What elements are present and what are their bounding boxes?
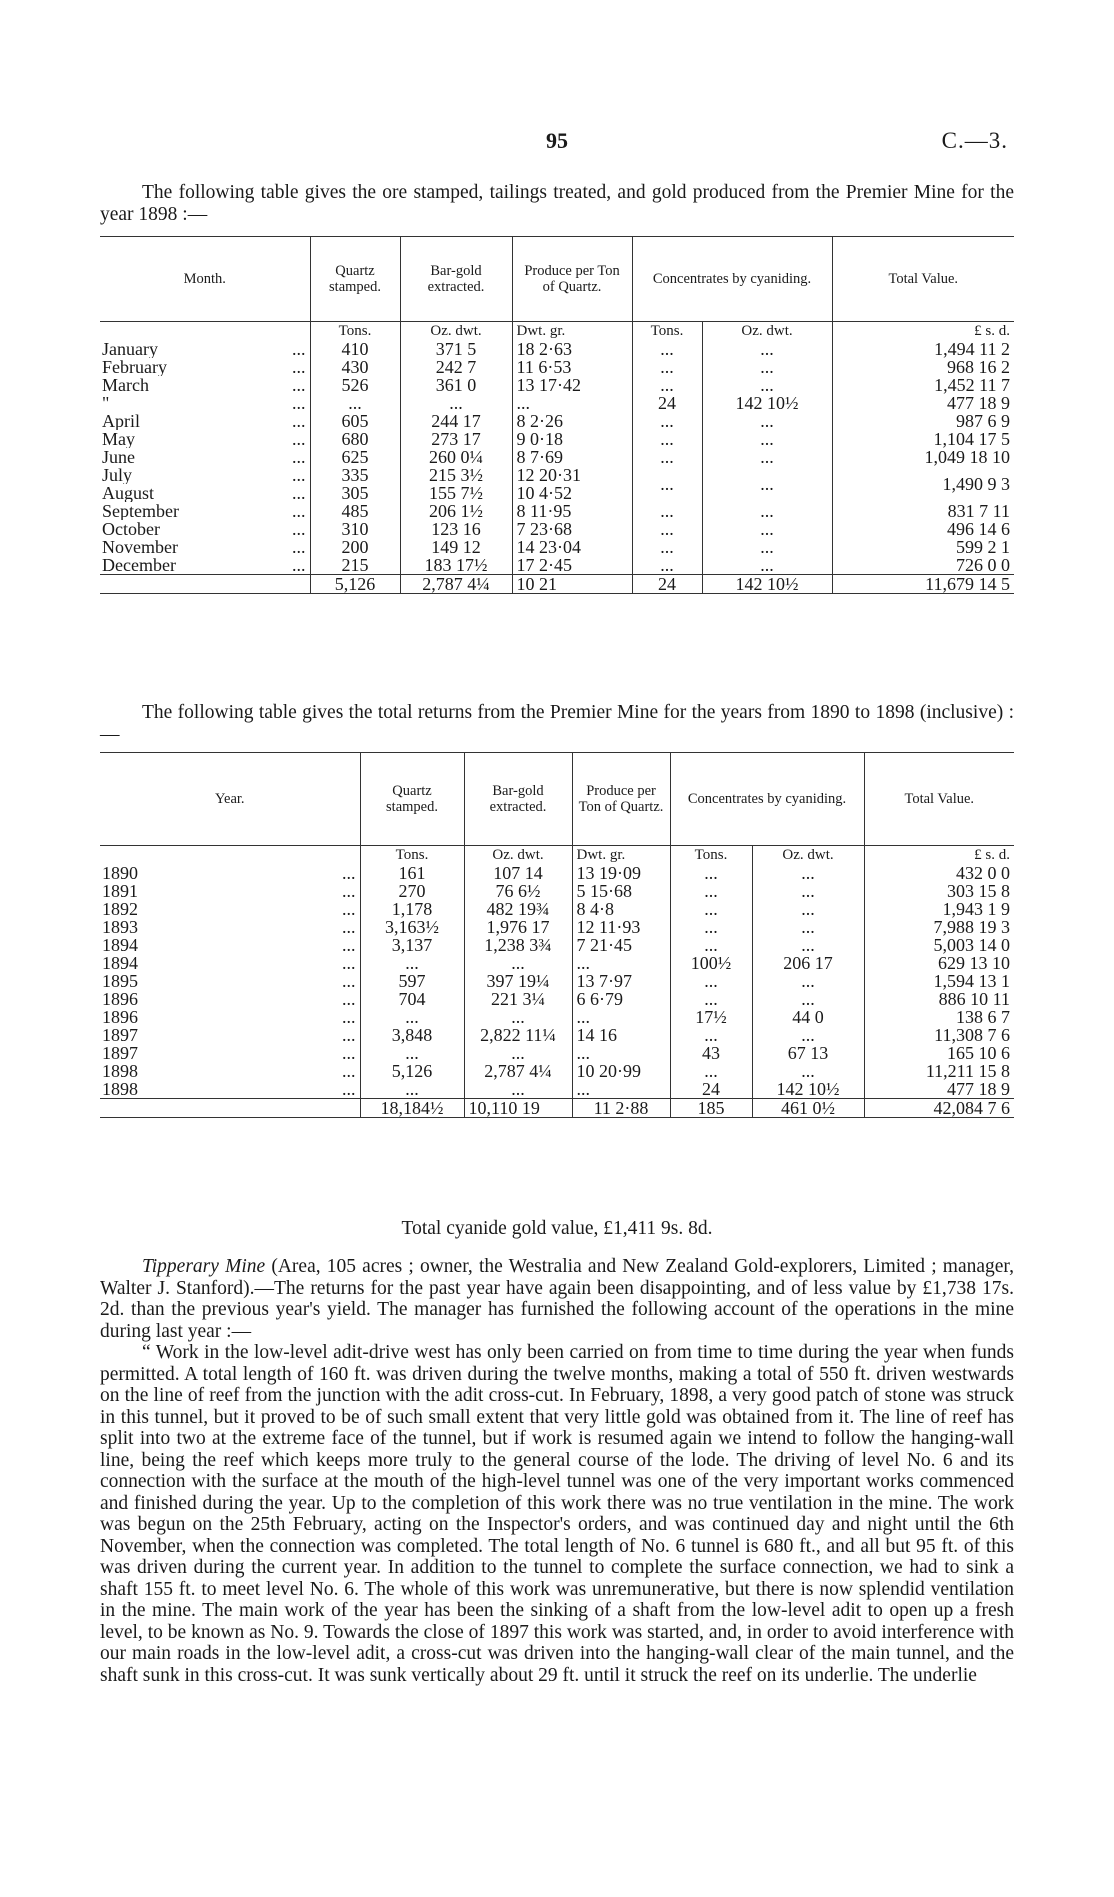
- total-bargold: 10,110 19: [464, 1099, 572, 1118]
- tipperary-section: [100, 1256, 1014, 1686]
- table-row: [100, 466, 1014, 484]
- bargold-cell: 244 17: [400, 412, 512, 430]
- bargold-cell: 206 1½: [400, 502, 512, 520]
- total-row: [100, 575, 1014, 594]
- quartz-cell: 3,163½: [360, 918, 464, 936]
- page-number: 95: [546, 128, 568, 153]
- conc-tons-cell: ...: [670, 1062, 752, 1080]
- table-row: [100, 900, 1014, 918]
- table-row: [100, 340, 1014, 358]
- conc-oz-cell: ...: [702, 412, 832, 430]
- row-label: November: [102, 538, 178, 556]
- col-header-concentrates: Concentrates by cyaniding.: [632, 237, 832, 322]
- bargold-cell: 149 12: [400, 538, 512, 556]
- value-cell: 1,943 1 9: [864, 900, 1014, 918]
- table-row: [100, 502, 1014, 520]
- leader-dots: ...: [342, 1008, 356, 1026]
- conc-tons-cell: 17½: [670, 1008, 752, 1026]
- value-cell: 477 18 9: [864, 1080, 1014, 1099]
- produce-cell: 14 23·04: [512, 538, 632, 556]
- conc-oz-cell: ...: [702, 520, 832, 538]
- leader-dots: ...: [342, 918, 356, 936]
- bargold-cell: ...: [464, 954, 572, 972]
- conc-tons-cell: ...: [670, 900, 752, 918]
- tipperary-paragraph-2: “ Work in the low-level adit-drive west has only been carried on from time to time during the year when funds permitted. A total length of 160 ft. was driven during the twelve months, making a total of 550 ft. driven westwards on the line of reef from the junction with the adit cross-cut. In February, 1898, a very good patch of stone was struck in this tunnel, but it proved to be of such small extent that very little gold was obtained from it. The line of reef has split into two at the extreme face of the tunnel, but if work is resumed again we intend to follow the hanging-wall line, being the reef which keeps more truly to the general course of the lode. The driving of level No. 6 and its connection with the surface at the mouth of the high-level tunnel was one of the very important works commenced and finished during the year. Up to the completion of this work there was no true ventilation in the mine. The work was begun on the 25th February, acting on the Inspector's orders, and was continued day and night until the 6th November, when the connection was completed. The total length of No. 6 tunnel is 680 ft., and all but 95 ft. of this was driven during the current year. In addition to the tunnel to complete the surface connection, we had to sink a shaft 155 ft. to meet level No. 6. The whole of this work was unremunerative, but there is now splendid ventilation in the mine. The main work of the year has been the sinking of a shaft from the low-level adit to open up a fresh level, to be known as No. 9. Towards the close of 1897 this work was started, and, in order to avoid interference with our main roads in the low-level adit, a cross-cut was driven into the hanging-wall clear of the main tunnel, and the shaft sunk in this cross-cut. It was sunk vertically about 29 ft. until it struck the reef on its underlie. The underlie: [100, 1342, 1014, 1686]
- bargold-cell: 1,238 3¾: [464, 936, 572, 954]
- leader-dots: ...: [292, 340, 306, 358]
- table-row: [100, 358, 1014, 376]
- table-row: [100, 864, 1014, 882]
- leader-dots: ...: [292, 430, 306, 448]
- unit-dwt-gr: Dwt. gr.: [572, 846, 670, 865]
- yearly-returns-table: [100, 752, 1014, 1118]
- row-label: 1890: [102, 864, 138, 882]
- row-label: December: [102, 556, 176, 575]
- produce-cell: ...: [572, 1044, 670, 1062]
- value-cell: 831 7 11: [832, 502, 1014, 520]
- bargold-cell: 123 16: [400, 520, 512, 538]
- bargold-cell: 107 14: [464, 864, 572, 882]
- table-row: [100, 448, 1014, 466]
- row-label: September: [102, 502, 179, 520]
- unit-conc-tons: Tons.: [632, 322, 702, 341]
- leader-dots: ...: [292, 358, 306, 376]
- quartz-cell: ...: [310, 394, 400, 412]
- leader-dots: ...: [342, 882, 356, 900]
- total-value: 11,679 14 5: [832, 575, 1014, 594]
- row-label: 1891: [102, 882, 138, 900]
- table-row: [100, 1026, 1014, 1044]
- value-cell: 886 10 11: [864, 990, 1014, 1008]
- value-cell: 11,211 15 8: [864, 1062, 1014, 1080]
- conc-tons-cell: ...: [632, 556, 702, 575]
- quartz-cell: 3,137: [360, 936, 464, 954]
- produce-cell: 8 2·26: [512, 412, 632, 430]
- total-conc-tons: 24: [632, 575, 702, 594]
- unit-oz-dwt: Oz. dwt.: [464, 846, 572, 865]
- total-row: [100, 1099, 1014, 1118]
- produce-cell: ...: [512, 394, 632, 412]
- conc-tons-cell: ...: [632, 502, 702, 520]
- row-label: May: [102, 430, 135, 448]
- bargold-cell: ...: [464, 1008, 572, 1026]
- table-header-row: [100, 237, 1014, 322]
- leader-dots: ...: [342, 900, 356, 918]
- conc-tons-cell: ...: [670, 1026, 752, 1044]
- unit-value: £ s. d.: [832, 322, 1014, 341]
- conc-oz-cell: ...: [702, 538, 832, 556]
- row-label: 1894: [102, 954, 138, 972]
- col-header-quartz: Quartz stamped.: [310, 237, 400, 322]
- table-row: [100, 1044, 1014, 1062]
- bargold-cell: 155 7½: [400, 484, 512, 502]
- quartz-cell: ...: [360, 1080, 464, 1099]
- value-cell: 987 6 9: [832, 412, 1014, 430]
- value-cell: 11,308 7 6: [864, 1026, 1014, 1044]
- produce-cell: 13 17·42: [512, 376, 632, 394]
- conc-tons-cell: ...: [632, 412, 702, 430]
- leader-dots: ...: [292, 538, 306, 556]
- table-row: [100, 882, 1014, 900]
- leader-dots: ...: [292, 448, 306, 466]
- conc-tons-cell: ...: [670, 882, 752, 900]
- table-row: [100, 376, 1014, 394]
- total-quartz: 18,184½: [360, 1099, 464, 1118]
- value-cell: 629 13 10: [864, 954, 1014, 972]
- bargold-cell: 260 0¼: [400, 448, 512, 466]
- conc-oz-cell: ...: [752, 990, 864, 1008]
- table-row: [100, 430, 1014, 448]
- leader-dots: ...: [342, 1044, 356, 1062]
- quartz-cell: 215: [310, 556, 400, 575]
- total-produce: 11 2·88: [572, 1099, 670, 1118]
- leader-dots: ...: [292, 376, 306, 394]
- conc-tons-cell: 100½: [670, 954, 752, 972]
- leader-dots: ...: [292, 484, 306, 502]
- produce-cell: 13 19·09: [572, 864, 670, 882]
- row-label: 1893: [102, 918, 138, 936]
- row-label: April: [102, 412, 140, 430]
- col-header-concentrates: Concentrates by cyaniding.: [670, 753, 864, 846]
- conc-oz-cell: ...: [752, 918, 864, 936]
- row-label: ": [102, 394, 110, 412]
- produce-cell: 13 7·97: [572, 972, 670, 990]
- quartz-cell: ...: [360, 1044, 464, 1062]
- quartz-cell: 270: [360, 882, 464, 900]
- conc-oz-cell: ...: [702, 556, 832, 575]
- unit-dwt-gr: Dwt. gr.: [512, 322, 632, 341]
- quartz-cell: ...: [360, 1008, 464, 1026]
- produce-cell: 11 6·53: [512, 358, 632, 376]
- bargold-cell: 1,976 17: [464, 918, 572, 936]
- table-row: [100, 538, 1014, 556]
- table-row: [100, 1062, 1014, 1080]
- quartz-cell: 5,126: [360, 1062, 464, 1080]
- tipperary-paragraph-1: [100, 1256, 1014, 1342]
- total-bargold: 2,787 4¼: [400, 575, 512, 594]
- tipperary-intro-text: (Area, 105 acres ; owner, the Westralia and New Zealand Gold-explorers, Limited ; manager, Walter J. Stanford).—The returns for the past year have again been disappointing, and of less value by £1,738 17s. 2d. than the previous year's yield. The manager has furnished the following account of the operations in the mine during last year :—: [100, 1256, 1014, 1342]
- row-label: 1896: [102, 990, 138, 1008]
- value-cell: 1,594 13 1: [864, 972, 1014, 990]
- bargold-cell: 361 0: [400, 376, 512, 394]
- produce-cell: 7 23·68: [512, 520, 632, 538]
- row-label: 1894: [102, 936, 138, 954]
- conc-tons-cell: ...: [632, 358, 702, 376]
- leader-dots: ...: [292, 394, 306, 412]
- value-cell: 496 14 6: [832, 520, 1014, 538]
- table-row: [100, 990, 1014, 1008]
- conc-oz-cell: ...: [702, 376, 832, 394]
- conc-tons-cell: ...: [632, 376, 702, 394]
- produce-cell: 12 11·93: [572, 918, 670, 936]
- bargold-cell: ...: [464, 1044, 572, 1062]
- unit-oz-dwt: Oz. dwt.: [400, 322, 512, 341]
- intro-paragraph-2: [100, 702, 1014, 745]
- row-label: 1898: [102, 1062, 138, 1080]
- total-conc-oz: 142 10½: [702, 575, 832, 594]
- leader-dots: ...: [342, 1026, 356, 1044]
- quartz-cell: 335: [310, 466, 400, 484]
- conc-oz-cell: ...: [702, 358, 832, 376]
- col-header-produce: Produce per Ton of Quartz.: [512, 237, 632, 322]
- bargold-cell: 242 7: [400, 358, 512, 376]
- unit-value: £ s. d.: [864, 846, 1014, 865]
- table-row: [100, 520, 1014, 538]
- unit-conc-tons: Tons.: [670, 846, 752, 865]
- col-header-month: Month.: [100, 237, 310, 322]
- row-label: March: [102, 376, 149, 394]
- row-label: 1892: [102, 900, 138, 918]
- conc-oz-cell: ...: [702, 448, 832, 466]
- conc-tons-cell: ...: [632, 520, 702, 538]
- col-header-total: Total Value.: [864, 753, 1014, 846]
- table-row: [100, 918, 1014, 936]
- mine-name: Tipperary Mine: [142, 1256, 266, 1277]
- produce-cell: ...: [572, 954, 670, 972]
- conc-oz-cell: 67 13: [752, 1044, 864, 1062]
- row-label: February: [102, 358, 167, 376]
- conc-tons-cell: ...: [632, 538, 702, 556]
- quartz-cell: 485: [310, 502, 400, 520]
- produce-cell: 6 6·79: [572, 990, 670, 1008]
- value-cell: 7,988 19 3: [864, 918, 1014, 936]
- value-cell: 1,494 11 2: [832, 340, 1014, 358]
- intro-text-2: The following table gives the total returns from the Premier Mine for the years from 1890 to 1898 (inclusive) :—: [100, 702, 1014, 745]
- produce-cell: ...: [572, 1008, 670, 1026]
- col-header-bargold: Bar-gold extracted.: [400, 237, 512, 322]
- conc-tons-cell: 24: [632, 394, 702, 412]
- bargold-cell: 215 3½: [400, 466, 512, 484]
- col-header-total: Total Value.: [832, 237, 1014, 322]
- bargold-cell: 371 5: [400, 340, 512, 358]
- table-row: [100, 972, 1014, 990]
- conc-tons-cell: ...: [670, 918, 752, 936]
- bargold-cell: 183 17½: [400, 556, 512, 575]
- conc-oz-cell: 206 17: [752, 954, 864, 972]
- produce-cell: 10 4·52: [512, 484, 632, 502]
- leader-dots: ...: [342, 954, 356, 972]
- conc-oz-cell: ...: [752, 936, 864, 954]
- produce-cell: 10 20·99: [572, 1062, 670, 1080]
- produce-cell: 9 0·18: [512, 430, 632, 448]
- conc-oz-cell: ...: [752, 864, 864, 882]
- produce-cell: 5 15·68: [572, 882, 670, 900]
- monthly-returns-table: [100, 236, 1014, 594]
- table-row: [100, 954, 1014, 972]
- leader-dots: ...: [342, 990, 356, 1008]
- conc-oz-cell: ...: [702, 430, 832, 448]
- row-label: August: [102, 484, 155, 502]
- value-cell: 968 16 2: [832, 358, 1014, 376]
- conc-tons-cell: 43: [670, 1044, 752, 1062]
- produce-cell: 8 11·95: [512, 502, 632, 520]
- total-conc-oz: 461 0½: [752, 1099, 864, 1118]
- col-header-produce: Produce per Ton of Quartz.: [572, 753, 670, 846]
- conc-tons-cell: ...: [632, 430, 702, 448]
- units-row: [100, 846, 1014, 865]
- unit-tons: Tons.: [310, 322, 400, 341]
- leader-dots: ...: [342, 936, 356, 954]
- conc-oz-cell: ...: [752, 1062, 864, 1080]
- quartz-cell: 310: [310, 520, 400, 538]
- value-cell: 726 0 0: [832, 556, 1014, 575]
- row-label: October: [102, 520, 160, 538]
- produce-cell: ...: [572, 1080, 670, 1099]
- quartz-cell: 410: [310, 340, 400, 358]
- value-cell: 1,049 18 10: [832, 448, 1014, 466]
- quartz-cell: 680: [310, 430, 400, 448]
- table-row: [100, 1008, 1014, 1026]
- produce-cell: 8 4·8: [572, 900, 670, 918]
- units-row: [100, 322, 1014, 341]
- produce-cell: 8 7·69: [512, 448, 632, 466]
- row-label: June: [102, 448, 135, 466]
- quartz-cell: 1,178: [360, 900, 464, 918]
- intro-paragraph-1: [100, 182, 1014, 225]
- quartz-cell: 161: [360, 864, 464, 882]
- total-value: 42,084 7 6: [864, 1099, 1014, 1118]
- col-header-year: Year.: [100, 753, 360, 846]
- leader-dots: ...: [292, 412, 306, 430]
- produce-cell: 14 16: [572, 1026, 670, 1044]
- leader-dots: ...: [342, 1080, 356, 1099]
- produce-cell: 7 21·45: [572, 936, 670, 954]
- quartz-cell: 605: [310, 412, 400, 430]
- conc-tons-cell: ...: [670, 990, 752, 1008]
- leader-dots: ...: [292, 466, 306, 484]
- produce-cell: 18 2·63: [512, 340, 632, 358]
- quartz-cell: 526: [310, 376, 400, 394]
- table-row: [100, 556, 1014, 575]
- quartz-cell: 704: [360, 990, 464, 1008]
- document-reference: C.—3.: [941, 128, 1008, 153]
- leader-dots: ...: [342, 1062, 356, 1080]
- table-header-row: [100, 753, 1014, 846]
- table-row: [100, 1080, 1014, 1099]
- quartz-cell: 597: [360, 972, 464, 990]
- leader-dots: ...: [342, 972, 356, 990]
- conc-oz-cell: 142 10½: [702, 394, 832, 412]
- row-label: July: [102, 466, 133, 484]
- leader-dots: ...: [292, 520, 306, 538]
- bargold-cell: 76 6½: [464, 882, 572, 900]
- unit-conc-oz: Oz. dwt.: [752, 846, 864, 865]
- conc-tons-cell: ...: [670, 936, 752, 954]
- col-header-quartz: Quartz stamped.: [360, 753, 464, 846]
- bargold-cell: 273 17: [400, 430, 512, 448]
- conc-oz-cell: 142 10½: [752, 1080, 864, 1099]
- quartz-cell: 3,848: [360, 1026, 464, 1044]
- bargold-cell: 2,822 11¼: [464, 1026, 572, 1044]
- value-cell: 432 0 0: [864, 864, 1014, 882]
- conc-oz-cell: ...: [752, 1026, 864, 1044]
- bargold-cell: 482 19¾: [464, 900, 572, 918]
- bargold-cell: ...: [400, 394, 512, 412]
- row-label: 1897: [102, 1044, 138, 1062]
- bargold-cell: 2,787 4¼: [464, 1062, 572, 1080]
- unit-conc-oz: Oz. dwt.: [702, 322, 832, 341]
- produce-cell: 17 2·45: [512, 556, 632, 575]
- row-label: 1895: [102, 972, 138, 990]
- conc-tons-cell: 24: [670, 1080, 752, 1099]
- total-produce: 10 21: [512, 575, 632, 594]
- value-cell: 5,003 14 0: [864, 936, 1014, 954]
- row-label: 1896: [102, 1008, 138, 1026]
- conc-oz-cell: 44 0: [752, 1008, 864, 1026]
- value-cell: 1,490 9 3: [832, 466, 1014, 502]
- conc-oz-cell: ...: [702, 466, 832, 502]
- conc-oz-cell: ...: [752, 900, 864, 918]
- unit-tons: Tons.: [360, 846, 464, 865]
- value-cell: 138 6 7: [864, 1008, 1014, 1026]
- cyanide-total-note: Total cyanide gold value, £1,411 9s. 8d.: [401, 1218, 713, 1239]
- leader-dots: ...: [292, 556, 306, 575]
- row-label: 1898: [102, 1080, 138, 1099]
- leader-dots: ...: [342, 864, 356, 882]
- bargold-cell: ...: [464, 1080, 572, 1099]
- total-quartz: 5,126: [310, 575, 400, 594]
- table-row: [100, 394, 1014, 412]
- value-cell: 1,104 17 5: [832, 430, 1014, 448]
- value-cell: 477 18 9: [832, 394, 1014, 412]
- col-header-bargold: Bar-gold extracted.: [464, 753, 572, 846]
- conc-oz-cell: ...: [752, 972, 864, 990]
- bargold-cell: 397 19¼: [464, 972, 572, 990]
- produce-cell: 12 20·31: [512, 466, 632, 484]
- quartz-cell: 430: [310, 358, 400, 376]
- value-cell: 165 10 6: [864, 1044, 1014, 1062]
- conc-tons-cell: ...: [632, 466, 702, 502]
- conc-tons-cell: ...: [670, 972, 752, 990]
- quartz-cell: 305: [310, 484, 400, 502]
- conc-oz-cell: ...: [702, 340, 832, 358]
- conc-tons-cell: ...: [632, 340, 702, 358]
- conc-oz-cell: ...: [702, 502, 832, 520]
- total-conc-tons: 185: [670, 1099, 752, 1118]
- table-row: [100, 412, 1014, 430]
- conc-tons-cell: ...: [632, 448, 702, 466]
- conc-oz-cell: ...: [752, 882, 864, 900]
- row-label: 1897: [102, 1026, 138, 1044]
- bargold-cell: 221 3¼: [464, 990, 572, 1008]
- intro-text-1: The following table gives the ore stamped, tailings treated, and gold produced from the Premier Mine for the year 1898 :—: [100, 182, 1014, 225]
- value-cell: 599 2 1: [832, 538, 1014, 556]
- table-row: [100, 936, 1014, 954]
- leader-dots: ...: [292, 502, 306, 520]
- quartz-cell: 200: [310, 538, 400, 556]
- quartz-cell: ...: [360, 954, 464, 972]
- quartz-cell: 625: [310, 448, 400, 466]
- value-cell: 303 15 8: [864, 882, 1014, 900]
- row-label: January: [102, 340, 158, 358]
- value-cell: 1,452 11 7: [832, 376, 1014, 394]
- conc-tons-cell: ...: [670, 864, 752, 882]
